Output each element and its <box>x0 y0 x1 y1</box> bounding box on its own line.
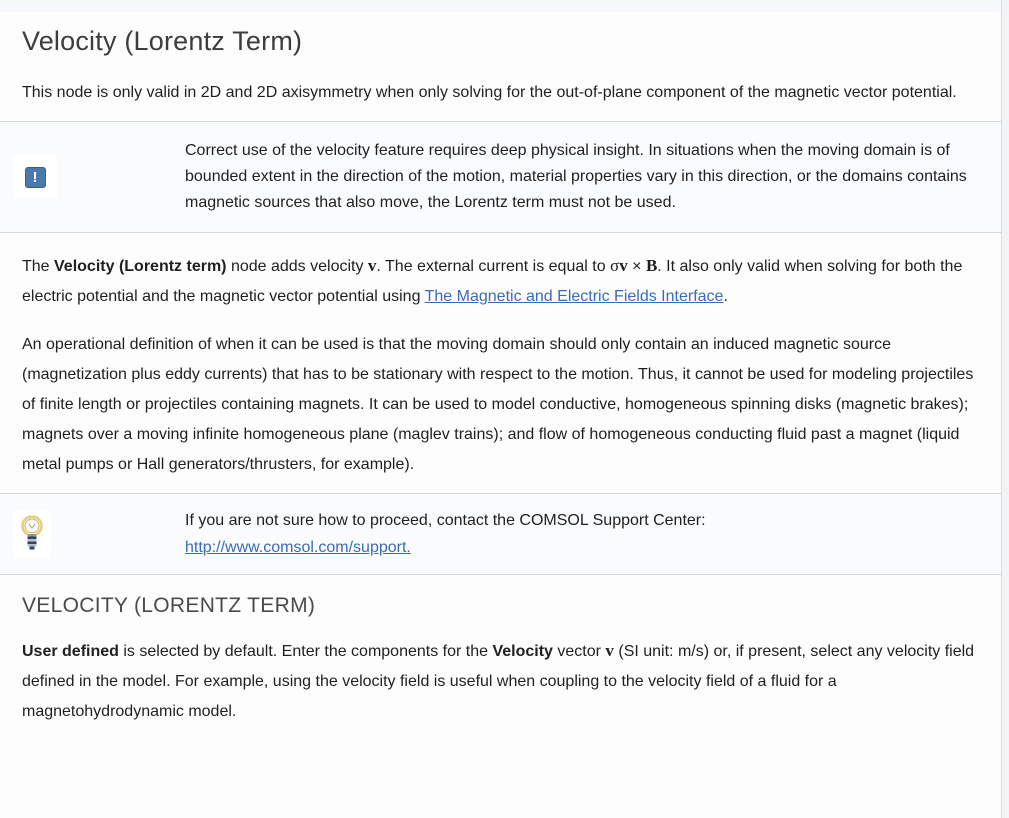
caution-icon-cell <box>0 138 185 216</box>
text-segment: . The external current is equal to <box>376 258 611 275</box>
caution-exclamation-icon: ! <box>25 167 46 188</box>
text-segment: The <box>22 258 55 275</box>
support-center-link[interactable]: http://www.comsol.com/support. <box>185 539 411 556</box>
tip-text-line: If you are not sure how to proceed, contact the COMSOL Support Center: <box>185 512 706 529</box>
section-heading: VELOCITY (LORENTZ TERM) <box>22 594 316 617</box>
text-segment: v <box>367 256 377 275</box>
text-segment: Velocity <box>492 643 553 660</box>
caution-note-text: Correct use of the velocity feature requires deep physical insight. In situations when the moving domain is of bounded extent in the direction of the motion, material properties vary in this direction, or the domains contains magnetic sources that also move, the Lorentz term must not be used. <box>185 142 967 211</box>
text-segment: v <box>605 641 614 660</box>
page-top-margin <box>0 0 1001 12</box>
text-segment: v <box>619 256 628 275</box>
text-segment: Velocity (Lorentz term) <box>54 258 227 275</box>
lightbulb-icon <box>19 514 45 554</box>
document-content <box>0 12 1001 727</box>
tip-icon-patch <box>13 510 51 558</box>
text-segment: is selected by default. Enter the components for the <box>118 643 493 660</box>
tip-note-text <box>185 507 1001 561</box>
operational-definition-paragraph: An operational definition of when it can be used is that the moving domain should only contain an induced magnetic source (magnetization plus eddy currents) that has to be stationary with respect to the motion. Thus, it cannot be used for modeling projectiles of finite length or projectiles containing magnets. It can be used to model conductive, homogeneous spinning disks (magnetic brakes); magnets over a moving infinite homogeneous plane (maglev trains); and flow of homogeneous conducting fluid past a magnet (liquid metal pumps or Hall generators/thrusters, for example). <box>22 336 974 473</box>
text-segment: . <box>723 288 728 305</box>
text-segment: node adds velocity <box>226 258 368 275</box>
text-segment: × <box>627 258 646 275</box>
text-segment: σ <box>610 256 620 275</box>
tip-icon-cell <box>0 507 185 561</box>
text-segment: B <box>645 256 658 275</box>
user-defined-paragraph <box>22 636 978 727</box>
caution-note-box <box>0 121 1001 233</box>
text-segment: User defined <box>22 643 119 660</box>
scrollbar-track[interactable] <box>1001 0 1009 818</box>
velocity-node-paragraph <box>22 251 978 312</box>
inline-link[interactable]: The Magnetic and Electric Fields Interface <box>424 288 724 305</box>
caution-icon-patch <box>13 155 57 199</box>
intro-paragraph: This node is only valid in 2D and 2D axisymmetry when only solving for the out-of-plane component of the magnetic vector potential. <box>22 84 957 101</box>
text-segment: . It also only valid when solving for both the electric potential and the magnetic vector potential using <box>22 258 963 305</box>
page-title: Velocity (Lorentz Term) <box>22 26 303 56</box>
tip-note-box <box>0 493 1001 575</box>
text-segment: vector <box>552 643 606 660</box>
text-segment: (SI unit: m/s) or, if present, select any velocity field defined in the model. For example, using the velocity field is useful when coupling to the velocity field of a fluid for a magnetohydrodynamic model. <box>22 643 975 720</box>
